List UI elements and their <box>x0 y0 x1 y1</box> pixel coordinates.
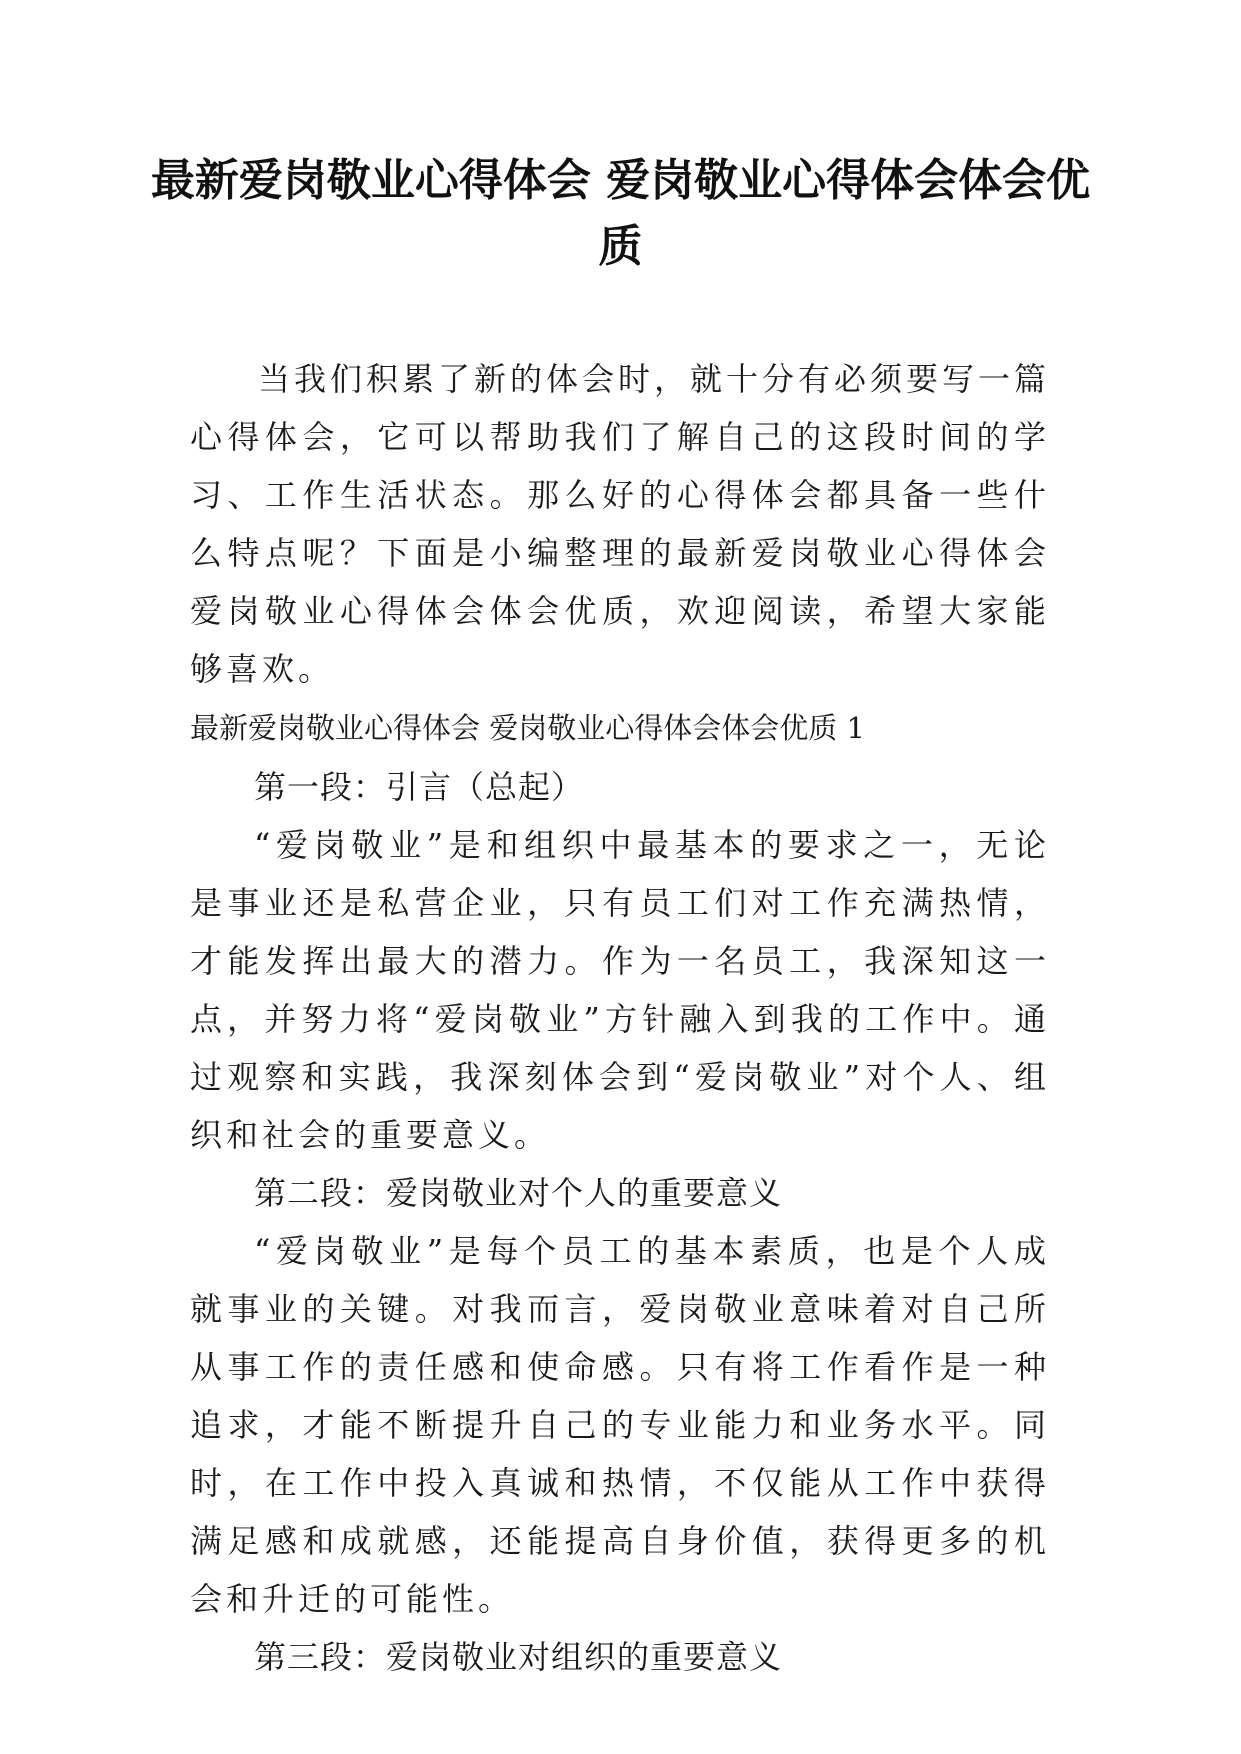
segment-1-paragraph: “爱岗敬业”是和组织中最基本的要求之一，无论是事业还是私营企业，只有员工们对工作充满热情，才能发挥出最大的潜力。作为一名员工，我深知这一点，并努力将“爱岗敬业”方针融入到我的工作中。通过观察和实践，我深刻体会到“爱岗敬业”对个人、组织和社会的重要意义。 <box>190 826 1050 1154</box>
segment-3-heading: 第三段：爱岗敬业对组织的重要意义 <box>254 1638 783 1676</box>
document-body <box>190 758 1050 1686</box>
section-heading: 最新爱岗敬业心得体会 爱岗敬业心得体会体会优质 1 <box>190 711 865 745</box>
document-title: 最新爱岗敬业心得体会 爱岗敬业心得体会体会优质 <box>150 155 1091 272</box>
intro-paragraph: 当我们积累了新的体会时，就十分有必须要写一篇心得体会，它可以帮助我们了解自己的这段时间的学习、工作生活状态。那么好的心得体会都具备一些什么特点呢？下面是小编整理的最新爱岗敬业心得体会 爱岗敬业心得体会体会优质，欢迎阅读，希望大家能够喜欢。 <box>190 360 1051 688</box>
segment-2-paragraph: “爱岗敬业”是每个员工的基本素质，也是个人成就事业的关键。对我而言，爱岗敬业意味着对自己所从事工作的责任感和使命感。只有将工作看作是一种追求，才能不断提升自己的专业能力和业务水平。同时，在工作中投入真诚和热情，不仅能从工作中获得满足感和成就感，还能提高自身价值，获得更多的机会和升迁的可能性。 <box>190 1232 1050 1618</box>
segment-2-heading: 第二段：爱岗敬业对个人的重要意义 <box>254 1174 783 1212</box>
segment-1-heading: 第一段：引言（总起） <box>254 768 585 806</box>
